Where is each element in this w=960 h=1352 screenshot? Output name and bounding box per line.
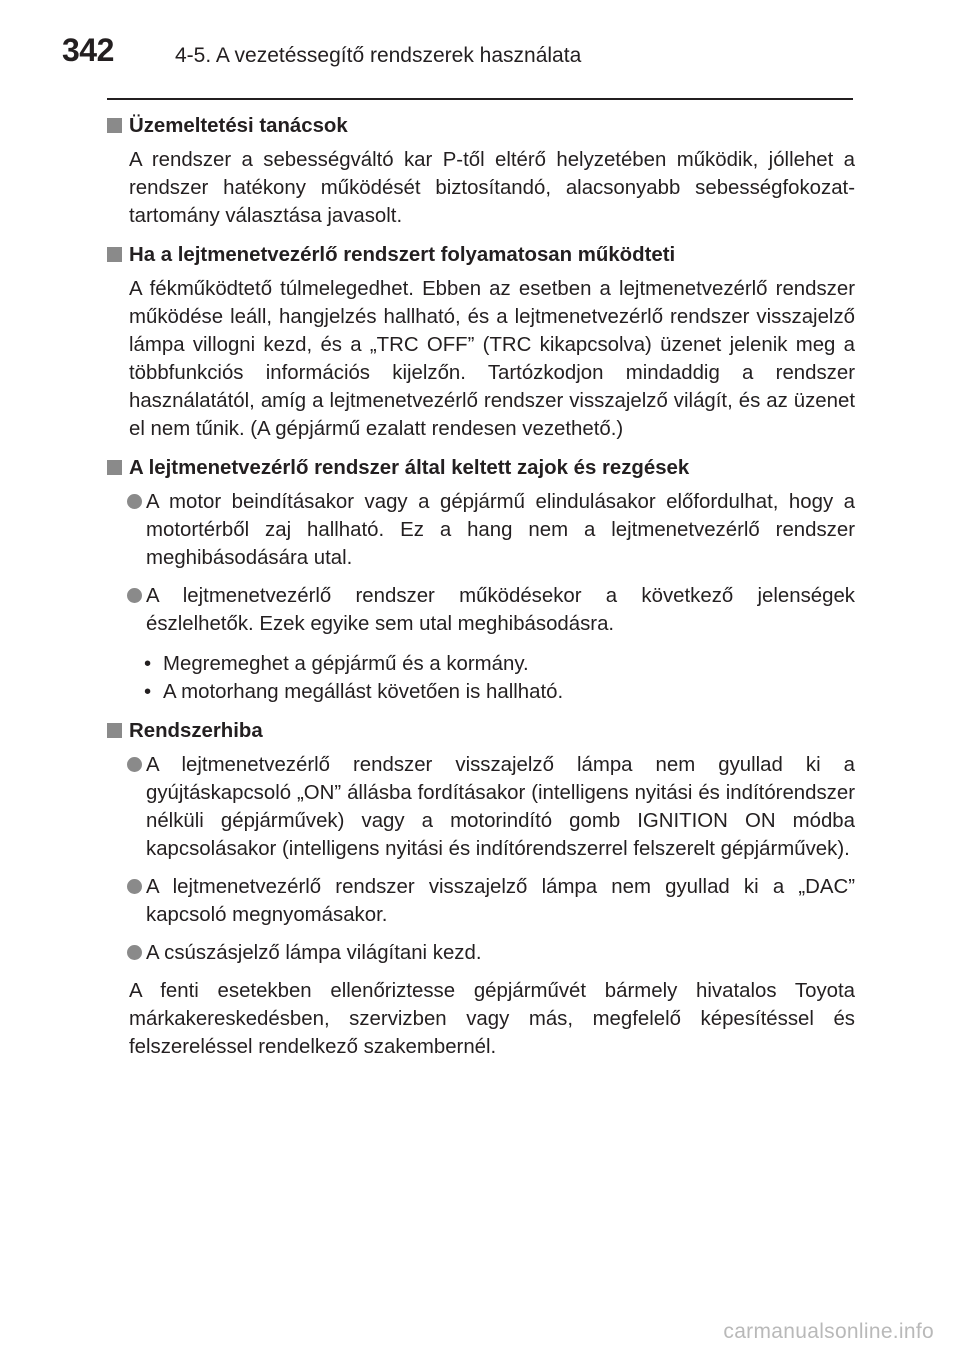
square-bullet-icon bbox=[107, 247, 122, 262]
section-heading bbox=[107, 717, 855, 745]
square-bullet-icon bbox=[107, 723, 122, 738]
section-system-fault bbox=[107, 717, 855, 1061]
page-number: 342 bbox=[62, 32, 114, 68]
section-noise-vibration bbox=[107, 454, 855, 706]
paragraph: A rendszer a sebességváltó kar P-től eltérő helyzetében működik, jóllehet a rendszer hatékony működését biztosítandó, alacsonyabb sebességfokozat-tartomány választása javasolt. bbox=[129, 149, 855, 227]
circle-bullet-icon bbox=[127, 879, 142, 894]
section-heading bbox=[107, 241, 855, 269]
sub-list bbox=[107, 650, 855, 706]
dot-bullet-icon: • bbox=[144, 681, 152, 703]
circle-bullet-icon bbox=[127, 757, 142, 772]
page-content bbox=[107, 112, 855, 1061]
section-continuous-operation bbox=[107, 241, 855, 443]
section-operating-tips bbox=[107, 112, 855, 230]
list-item-text: A lejtmenetvezérlő rendszer visszajelző lámpa nem gyullad ki a „DAC” kapcsoló megnyomásakor. bbox=[146, 876, 855, 926]
heading-text: A lejtmenetvezérlő rendszer által keltett zajok és rezgések bbox=[129, 457, 690, 479]
list-item-text: A lejtmenetvezérlő rendszer visszajelző lámpa nem gyullad ki a gyújtáskapcsoló „ON” állásba fordításakor (intelligens nyitási és indítórendszer nélküli gépjárművek) vagy a motorindító gomb IGNITION ON módba kapcsolásakor (intelligens nyitási és indítórendszerrel felszerelt gépjárművek). bbox=[146, 754, 855, 860]
heading-text: Ha a lejtmenetvezérlő rendszert folyamatosan működteti bbox=[129, 244, 676, 266]
heading-text: Üzemeltetési tanácsok bbox=[129, 115, 348, 137]
circle-bullet-icon bbox=[127, 494, 142, 509]
square-bullet-icon bbox=[107, 460, 122, 475]
list-item bbox=[107, 582, 855, 638]
list-item bbox=[107, 751, 855, 863]
sub-list-item-text: A motorhang megállást követően is hallható. bbox=[163, 681, 564, 703]
section-heading bbox=[107, 454, 855, 482]
square-bullet-icon bbox=[107, 118, 122, 133]
paragraph: A fékműködtető túlmelegedhet. Ebben az esetben a lejtmenetvezérlő rendszer működése leáll, hangjelzés hallható, és a lejtmenetvezérlő rendszer visszajelző lámpa villogni kezd, és a „TRC OFF” (TRC kikapcsolva) üzenet jelenik meg a többfunkciós információs kijelzőn. Tartózkodjon mindaddig a rendszer használatától, amíg a lejtmenetvezérlő rendszer visszajelző világít, és az üzenet el nem tűnik. (A gépjármű ezalatt rendesen vezethető.) bbox=[129, 278, 855, 440]
sub-list-item-text: Megremeghet a gépjármű és a kormány. bbox=[163, 653, 529, 675]
section-heading bbox=[107, 112, 855, 140]
header-rule bbox=[107, 98, 853, 100]
circle-bullet-icon bbox=[127, 588, 142, 603]
list-item-text: A lejtmenetvezérlő rendszer működésekor a következő jelenségek észlelhetők. Ezek egyike sem utal meghibásodásra. bbox=[146, 585, 855, 635]
sub-list-item bbox=[107, 650, 855, 678]
heading-text: Rendszerhiba bbox=[129, 720, 263, 742]
list-item bbox=[107, 488, 855, 572]
closing-paragraph: A fenti esetekben ellenőriztesse gépjárművét bármely hivatalos Toyota márkakereskedésben, szervizben vagy más, megfelelő képesítéssel és felszereléssel rendelkező szakembernél. bbox=[129, 980, 855, 1058]
section-title: 4-5. A vezetéssegítő rendszerek használata bbox=[175, 44, 582, 67]
list-item-text: A csúszásjelző lámpa világítani kezd. bbox=[146, 942, 482, 964]
sub-list-item bbox=[107, 678, 855, 706]
dot-bullet-icon: • bbox=[144, 653, 152, 675]
list-item bbox=[107, 873, 855, 929]
watermark: carmanualsonline.info bbox=[723, 1320, 934, 1343]
circle-bullet-icon bbox=[127, 945, 142, 960]
list-item-text: A motor beindításakor vagy a gépjármű elindulásakor előfordulhat, hogy a motortérből zaj hallható. Ez a hang nem a lejtmenetvezérlő rendszer meghibásodására utal. bbox=[146, 491, 855, 569]
list-item bbox=[107, 939, 855, 967]
